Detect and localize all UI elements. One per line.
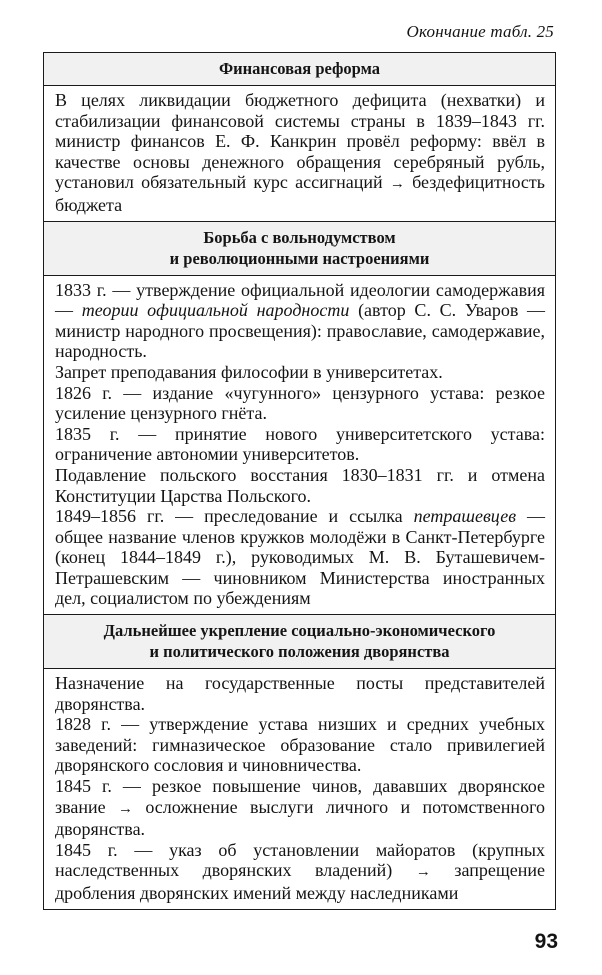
paragraph <box>55 362 545 383</box>
arrow-icon: → <box>389 176 405 193</box>
text-run: Запрет преподавания философии в университетах. <box>55 361 443 382</box>
heading-line: Борьба с вольнодумством <box>203 227 396 247</box>
text-run: В целях ликвидации бюджетного дефицита (нехватки) и стабилизации финансовой системы страны в 1839–1843 гг. министр финансов Е. Ф. Канкрин провёл реформу: ввёл в качестве основы денежного обращения серебряный рубль, установил обязательный курс ассигнаций <box>55 90 545 193</box>
text-run: 1845 г. — указ об установлении майоратов (крупных наследственных дворянских владений) <box>55 839 545 881</box>
paragraph <box>55 776 545 840</box>
text-run: 1845 г. — резкое повышение чинов, дававших дворянское звание <box>55 776 545 817</box>
paragraph <box>55 840 545 904</box>
heading-line: и революционными настроениями <box>169 248 430 268</box>
section-body-financial-reform <box>44 86 555 222</box>
text-run: — общее название членов кружков молодёжи в Санкт-Петербурге (конец 1844–1849 г.), руководимых М. В. Буташевичем-Петрашевским — чиновником Министерства иностранных дел, социалистом по убеждениям <box>55 506 546 609</box>
paragraph <box>55 383 545 424</box>
section-heading-nobility-strengthening <box>44 615 555 669</box>
text-run: 1826 г. — издание «чугунного» цензурного устава: резкое усиление цензурного гнёта. <box>55 382 545 424</box>
section-heading-freethinking-struggle <box>44 222 555 276</box>
heading-line: и политического положения дворянства <box>149 642 450 662</box>
text-run: Назначение на государственные посты представителей дворянства. <box>55 673 545 714</box>
emphasized-term: теории официальной народности <box>81 300 350 321</box>
table-caption: Окончание табл. 25 <box>406 22 554 41</box>
paragraph <box>55 673 545 714</box>
section-body-freethinking-struggle <box>44 276 555 616</box>
text-run: 1835 г. — принятие нового университетского устава: ограничение автономии университетов. <box>55 423 545 465</box>
paragraph <box>55 714 545 776</box>
arrow-icon: → <box>415 864 431 881</box>
section-heading-financial-reform <box>44 53 555 86</box>
text-run: Подавление польского восстания 1830–1831 гг. и отмена Конституции Царства Польского. <box>55 464 545 506</box>
paragraph <box>55 280 545 362</box>
arrow-icon: → <box>117 800 133 817</box>
text-run: бездефицитность бюджета <box>55 172 545 215</box>
paragraph <box>55 424 545 465</box>
text-run: осложнение выслуги личного и потомственного дворянства. <box>55 796 545 840</box>
page-number: 93 <box>534 930 558 953</box>
text-run: 1849–1856 гг. — преследование и ссылка <box>55 506 414 527</box>
text-run: (автор С. С. Уваров — министр народного просвещения): православие, самодержавие, народность. <box>55 300 546 362</box>
text-run: запрещение дробления дворянских имений между наследниками <box>55 860 545 903</box>
section-body-nobility-strengthening <box>44 669 555 909</box>
paragraph <box>55 465 545 506</box>
heading-line: Финансовая реформа <box>219 59 380 78</box>
history-table <box>43 52 556 910</box>
paragraph <box>55 90 545 216</box>
heading-line: Дальнейшее укрепление социально-экономического <box>103 621 496 641</box>
text-run: 1828 г. — утверждение устава низших и средних учебных заведений: гимназическое образование стало привилегией дворянского сословия и чиновничества. <box>55 714 545 776</box>
text-run: 1833 г. — утверждение официальной идеологии самодержавия — <box>55 279 545 321</box>
emphasized-term: петрашевцев <box>413 506 517 527</box>
paragraph <box>55 506 545 609</box>
